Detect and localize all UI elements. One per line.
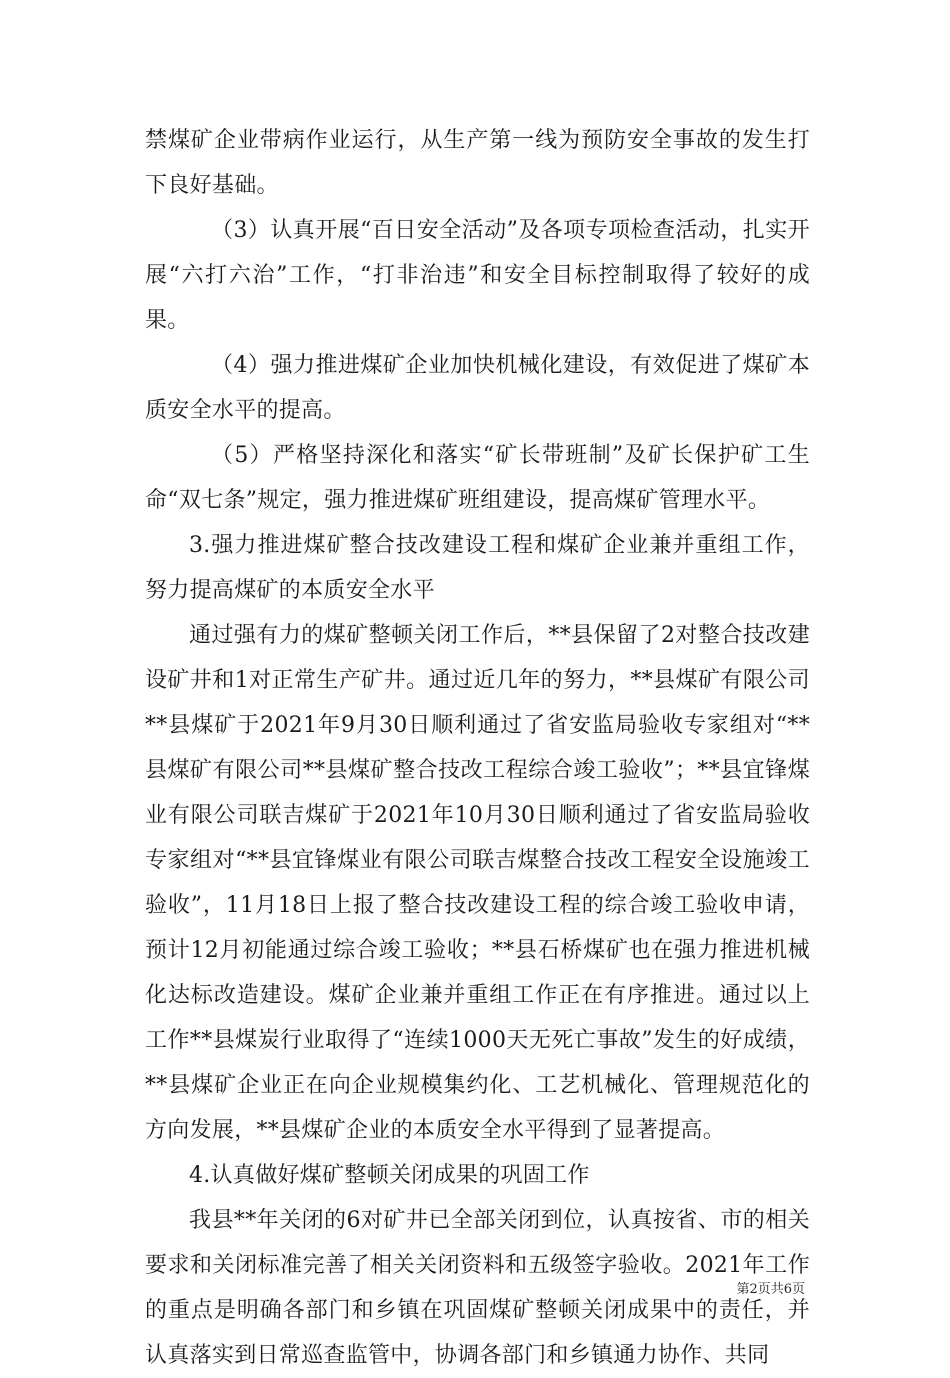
paragraph-item-4: （4）强力推进煤矿企业加快机械化建设，有效促进了煤矿本质安全水平的提高。 — [145, 353, 810, 423]
page-number: 第2页共6页 — [736, 1282, 805, 1297]
section-heading-3: 3.强力推进煤矿整合技改建设工程和煤矿企业兼并重组工作，努力提高煤矿的本质安全水平 — [145, 533, 810, 603]
paragraph-section-4-body: 我县**年关闭的6对矿井已全部关闭到位，认真按省、市的相关要求和关闭标准完善了相关关闭资料和五级签字验收。2021年工作的重点是明确各部门和乡镇在巩固煤矿整顿关闭成果中的责任，并认真落实到日常巡查监管中，协调各部门和乡镇通力协作、共同 — [145, 1208, 810, 1368]
paragraph-continuation: 禁煤矿企业带病作业运行，从生产第一线为预防安全事故的发生打下良好基础。 — [145, 128, 810, 198]
paragraph-section-3-body: 通过强有力的煤矿整顿关闭工作后，**县保留了2对整合技改建设矿井和1对正常生产矿井。通过近几年的努力，**县煤矿有限公司**县煤矿于2021年9月30日顺利通过了省安监局验收专家组对“**县煤矿有限公司**县煤矿整合技改工程综合竣工验收”；**县宜锋煤业有限公司联吉煤矿于2021年10月30日顺利通过了省安监局验收专家组对“**县宜锋煤业有限公司联吉煤整合技改工程安全设施竣工验收”，11月18日上报了整合技改建设工程的综合竣工验收申请，预计12月初能通过综合竣工验收；**县石桥煤矿也在强力推进机械化达标改造建设。煤矿企业兼并重组工作正在有序推进。通过以上工作**县煤炭行业取得了“连续1000天无死亡事故”发生的好成绩，**县煤矿企业正在向企业规模集约化、工艺机械化、管理规范化的方向发展，**县煤矿企业的本质安全水平得到了显著提高。 — [145, 623, 810, 1143]
paragraph-item-5: （5）严格坚持深化和落实“矿长带班制”及矿长保护矿工生命“双七条”规定，强力推进煤矿班组建设，提高煤矿管理水平。 — [145, 443, 810, 513]
section-heading-4: 4.认真做好煤矿整顿关闭成果的巩固工作 — [189, 1163, 590, 1188]
document-body — [145, 118, 810, 1378]
paragraph-item-3: （3）认真开展“百日安全活动”及各项专项检查活动，扎实开展“六打六治”工作，“打非治违”和安全目标控制取得了较好的成果。 — [145, 218, 810, 333]
